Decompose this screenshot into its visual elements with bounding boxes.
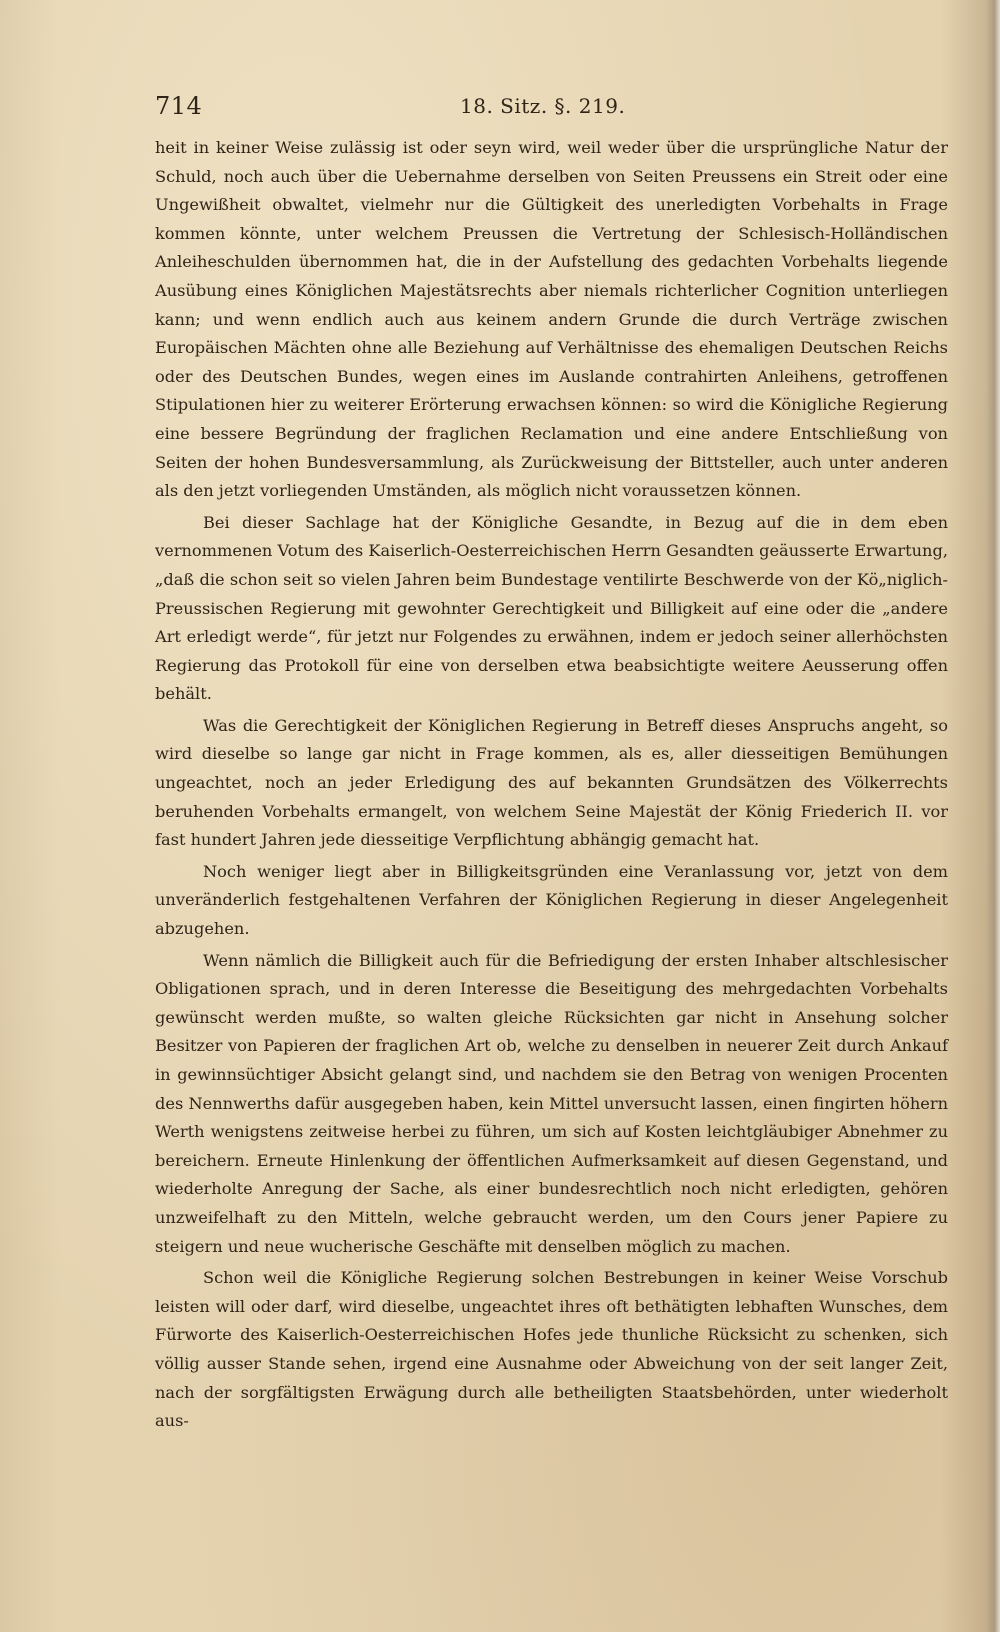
paragraph-bestrebungen: Schon weil die Königliche Regierung solchen Bestrebungen in keiner Weise Vorschub leisten will oder darf, wird dieselbe, ungeachtet ihres oft bethätigten lebhaften Wunsches, dem Fürworte des Kaiserlich-Oesterreichischen Hofes jede thunliche Rücksicht zu schenken, sich völlig ausser Stande sehen, irgend eine Ausnahme oder Abweichung von der seit langer Zeit, nach der sorgfältigsten Erwägung durch alle betheiligten Staatsbehörden, unter wiederholt aus- xyxy=(155,1268,948,1431)
paragraph-continuation: heit in keiner Weise zulässig ist oder seyn wird, weil weder über die ursprüngliche Natur der Schuld, noch auch über die Uebernahme derselben von Seiten Preussens ein Streit oder eine Ungewißheit obwaltet, vielmehr nur die Gültigkeit des unerledigten Vorbehalts in Frage kommen könnte, unter welchem Preussen die Vertretung der Schlesisch-Holländischen Anleiheschulden übernommen hat, die in der Aufstellung des gedachten Vorbehalts liegende Ausübung eines Königlichen Majestätsrechts aber niemals richterlicher Cognition unterliegen kann; und wenn endlich auch aus keinem andern Grunde die durch Verträge zwischen Europäischen Mächten ohne alle Beziehung auf Verhältnisse des ehemaligen Deutschen Reichs oder des Deutschen Bundes, wegen eines im Auslande contrahirten Anleihens, getroffenen Stipulationen hier zu weiterer Erörterung erwachsen können: so wird die Königliche Regierung eine bessere Begründung der fraglichen Reclamation und eine andere Entschließung von Seiten der hohen Bundesversammlung, als Zurückweisung der Bittsteller, auch unter anderen als den jetzt vorliegenden Umständen, als möglich nicht voraussetzen können. xyxy=(155,138,948,501)
paragraph-obligationen: Wenn nämlich die Billigkeit auch für die Befriedigung der ersten Inhaber altschlesischer Obligationen sprach, und in deren Interesse die Beseitigung des mehrgedachten Vorbehalts gewünscht werden mußte, so walten gleiche Rücksichten gar nicht in Ansehung solcher Besitzer von Papieren der fraglichen Art ob, welche zu denselben in neuerer Zeit durch Ankauf in gewinnsüchtiger Absicht gelangt sind, und nachdem sie den Betrag von wenigen Procenten des Nennwerths dafür ausgegeben haben, kein Mittel unversucht lassen, einen fingirten höhern Werth wenigstens zeitweise herbei zu führen, um sich auf Kosten leichtgläubiger Abnehmer zu bereichern. Erneute Hinlenkung der öffentlichen Aufmerksamkeit auf diesen Gegenstand, und wiederholte Anregung der Sache, als einer bundesrechtlich noch nicht erledigten, gehören unzweifelhaft zu den Mitteln, welche gebraucht werden, um den Cours jener Papiere zu steigern und neue wucherische Geschäfte mit denselben möglich zu machen. xyxy=(155,950,948,1256)
paragraph-sachlage: Bei dieser Sachlage hat der Königliche Gesandte, in Bezug auf die in dem eben vernommenen Votum des Kaiserlich-Oesterreichischen Herrn Gesandten geäusserte Erwartung, „daß die schon seit so vielen Jahren beim Bundestage ventilirte Beschwerde von der Kö„niglich-Preussischen Regierung mit gewohnter Gerechtigkeit und Billigkeit auf eine oder die „andere Art erledigt werde“, für jetzt nur Folgendes zu erwähnen, indem er jedoch seiner allerhöchsten Regierung das Protokoll für eine von derselben etwa beabsichtigte weitere Aeusserung offen behält. xyxy=(155,512,948,704)
page-header xyxy=(155,92,948,122)
paragraph-billigkeit: Noch weniger liegt aber in Billigkeitsgründen eine Veranlassung vor, jetzt von dem unveränderlich festgehaltenen Verfahren der Königlichen Regierung in dieser Angelegenheit abzugehen. xyxy=(155,861,948,939)
page-edge-shadow xyxy=(986,0,1000,1632)
running-head: 18. Sitz. §. 219. xyxy=(460,94,626,118)
body-text xyxy=(155,134,948,1436)
page-number: 714 xyxy=(155,92,203,120)
paragraph-gerechtigkeit: Was die Gerechtigkeit der Königlichen Regierung in Betreff dieses Anspruchs angeht, so wird dieselbe so lange gar nicht in Frage kommen, als es, aller diesseitigen Bemühungen ungeachtet, noch an jeder Erledigung des auf bekannten Grundsätzen des Völkerrechts beruhenden Vorbehalts ermangelt, von welchem Seine Majestät der König Friederich II. vor fast hundert Jahren jede diesseitige Verpflichtung abhängig gemacht hat. xyxy=(155,715,948,850)
